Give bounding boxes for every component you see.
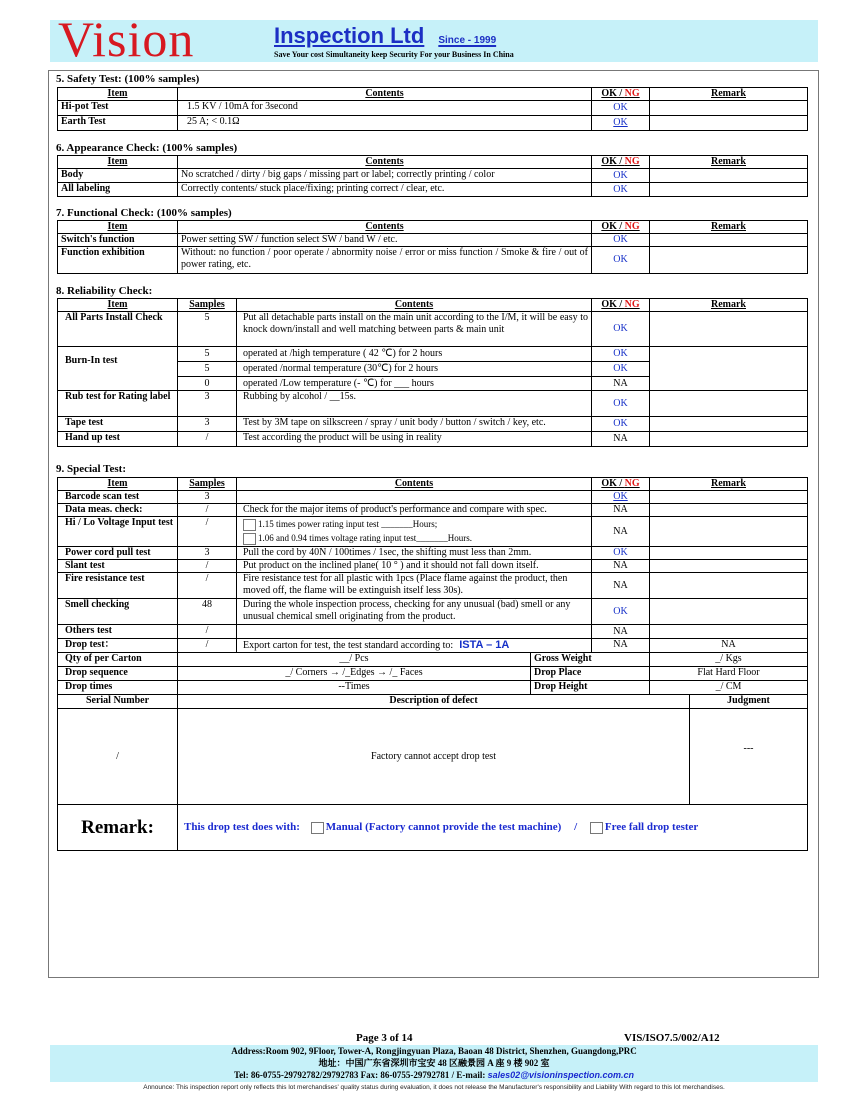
contents-cell [237,625,592,639]
col-ok-ng: OK / NG [592,156,650,169]
drop-sequence-value: _/ Corners → /_Edges → /_ Faces [178,667,531,681]
company-name: Inspection Ltd Since - 1999 [274,23,497,48]
serial-number-header: Serial Number [58,695,178,709]
remark-cell [650,247,808,274]
remark-cell: NA [650,639,808,653]
col-item: Item [58,88,178,101]
item-cell: All Parts Install Check [58,312,178,347]
samples-cell: 5 [178,362,237,377]
result-cell: OK [592,234,650,247]
drop-times-value: --Times [178,681,531,695]
defect-description-header: Description of defect [178,695,690,709]
remark-cell [650,560,808,573]
remark-cell [650,573,808,599]
footer-address: Address:Room 902, 9Floor, Tower-A, Rongjingyuan Plaza, Baoan 48 District, Shenzhen, Guangdong,PRC [231,1046,637,1056]
email-link[interactable]: sales02@visioninspection.com.cn [487,1070,634,1080]
remark-cell [650,312,808,347]
remark-cell [650,417,808,432]
col-samples: Samples [178,299,237,312]
col-ok-ng: OK / NG [592,221,650,234]
ista-standard: ISTA – 1A [459,639,510,651]
functional-check-table [57,220,808,274]
checkbox-icon[interactable] [243,533,256,545]
drop-times-label: Drop times [58,681,178,695]
contents-cell: During the whole inspection process, checking for any unusual (bad) smell or any unusual chemical smell originating from the product. [237,599,592,625]
samples-cell: / [178,573,237,599]
gross-weight-label: Gross Weight [531,653,650,667]
result-cell: NA [592,625,650,639]
item-cell: Burn-In test [58,347,178,391]
samples-cell: / [178,517,237,547]
contents-cell: Correctly contents/ stuck place/fixing; printing correct / clear, etc. [178,183,592,197]
remark-cell [650,547,808,560]
col-contents: Contents [178,221,592,234]
result-cell: OK [592,116,650,131]
item-cell: Barcode scan test [58,491,178,504]
contents-cell: No scratched / dirty / big gaps / missing part or label; correctly printing / color [178,169,592,183]
drop-height-label: Drop Height [531,681,650,695]
section-title-functional: 7. Functional Check: (100% samples) [56,207,232,219]
section-title-appearance: 6. Appearance Check: (100% samples) [56,142,238,154]
samples-cell: 48 [178,599,237,625]
manual-checkbox-icon[interactable] [311,822,324,834]
defect-description-value: Factory cannot accept drop test [178,709,690,805]
gross-weight-value: _/ Kgs [650,653,808,667]
contents-cell: Put all detachable parts install on the main unit according to the I/M, it will be easy to knock down/install and well matching between parts & main unit [237,312,592,347]
result-cell: OK [592,547,650,560]
result-cell: OK [592,491,650,504]
item-cell: Hi / Lo Voltage Input test [58,517,178,547]
col-item: Item [58,478,178,491]
col-ok-ng: OK / NG [592,299,650,312]
contents-cell: Check for the major items of product's performance and compare with spec. [237,504,592,517]
result-cell: OK [592,391,650,417]
col-contents: Contents [178,156,592,169]
result-cell: OK [592,169,650,183]
contents-cell: Fire resistance test for all plastic with 1pcs (Place flame against the product, then moved off, the flame will be extinguish itself less 30s). [237,573,592,599]
col-remark: Remark [650,156,808,169]
item-cell: Hi-pot Test [58,101,178,116]
contents-cell: 1.15 times power rating input test _______Hours; 1.06 and 0.94 times voltage rating input test_______Hours. [237,517,592,547]
announcement: Announce: This inspection report only reflects this lot merchandises' quality status during evaluation, it does not release the Manufacturer's responsibility and Liability With regard to this lot merchandises. [143,1084,725,1091]
section-title-safety: 5. Safety Test: (100% samples) [56,73,200,85]
samples-cell: 3 [178,391,237,417]
result-cell: OK [592,599,650,625]
remark-cell [650,101,808,116]
item-cell: Slant test [58,560,178,573]
contents-cell: Export carton for test, the test standard according to: ISTA – 1A [237,639,592,653]
item-cell: Smell checking [58,599,178,625]
drop-height-value: _/ CM [650,681,808,695]
since-label: Since - 1999 [438,35,497,46]
result-cell: OK [592,101,650,116]
remark-cell [650,169,808,183]
contents-cell: 1.5 KV / 10mA for 3second [178,101,592,116]
samples-cell: / [178,560,237,573]
result-cell: NA [592,377,650,391]
col-contents: Contents [178,88,592,101]
special-test-table [57,477,808,851]
item-cell: All labeling [58,183,178,197]
contents-cell: 25 A; < 0.1Ω [178,116,592,131]
contents-cell: operated at /high temperature ( 42 ℃) for 2 hours [237,347,592,362]
result-cell: NA [592,504,650,517]
result-cell: OK [592,183,650,197]
page-number: Page 3 of 14 [356,1032,413,1044]
result-cell: NA [592,517,650,547]
contents-cell: operated /Low temperature (- ℃) for ___ hours [237,377,592,391]
col-ok-ng: OK / NG [592,478,650,491]
footer-address-cn: 地址：中国广东省深圳市宝安 48 区融景园 A 座 9 楼 902 室 [318,1058,550,1068]
item-cell: Body [58,169,178,183]
contents-cell: Pull the cord by 40N / 100times / 1sec, the shifting must less than 2mm. [237,547,592,560]
section-title-reliability: 8. Reliability Check: [56,285,153,297]
samples-cell: 3 [178,491,237,504]
result-cell: NA [592,432,650,447]
col-contents: Contents [237,478,592,491]
report-header [50,11,818,67]
col-remark: Remark [650,478,808,491]
drop-place-value: Flat Hard Floor [650,667,808,681]
safety-test-table [57,87,808,131]
contents-cell: Test by 3M tape on silkscreen / spray / unit body / button / switch / key, etc. [237,417,592,432]
qty-value: __/ Pcs [178,653,531,667]
result-cell: OK [592,312,650,347]
contents-cell: Power setting SW / function select SW / band W / etc. [178,234,592,247]
remark-cell [650,504,808,517]
judgment-header: Judgment [690,695,808,709]
col-ok-ng: OK / NG [592,88,650,101]
item-cell: Others test [58,625,178,639]
col-samples: Samples [178,478,237,491]
reliability-check-table [57,298,808,447]
company-slogan: Save Your cost Simultaneity keep Security For your Business In China [274,50,514,59]
col-remark: Remark [650,221,808,234]
samples-cell: 5 [178,347,237,362]
samples-cell: / [178,625,237,639]
result-cell: OK [592,417,650,432]
col-remark: Remark [650,299,808,312]
footer-contact [50,1045,818,1082]
manual-option-label: Manual (Factory cannot provide the test machine) [325,821,562,834]
remark-cell [650,116,808,131]
item-cell: Drop test： [58,639,178,653]
samples-cell: 3 [178,547,237,560]
samples-cell: 0 [178,377,237,391]
col-item: Item [58,156,178,169]
samples-cell: 5 [178,312,237,347]
contents-cell: Without: no function / poor operate / abnormity noise / error or miss function / Smoke & fire / out of power rating, etc. [178,247,592,274]
item-cell: Fire resistance test [58,573,178,599]
item-cell: Earth Test [58,116,178,131]
result-cell: NA [592,639,650,653]
result-cell: OK [592,247,650,274]
result-cell: NA [592,573,650,599]
qty-label: Qty of per Carton [58,653,178,667]
remark-cell [650,432,808,447]
drop-place-label: Drop Place [531,667,650,681]
result-cell: OK [592,347,650,362]
free-fall-checkbox-icon[interactable] [590,822,603,834]
remark-cell [650,625,808,639]
remark-content: This drop test does with: Manual (Factory cannot provide the test machine) / Free fall drop tester [178,805,808,851]
remark-label: Remark: [58,805,178,851]
item-cell: Switch's function [58,234,178,247]
result-cell: OK [592,362,650,377]
item-cell: Data meas. check: [58,504,178,517]
remark-cell [650,491,808,504]
remark-cell [650,183,808,197]
remark-cell [650,234,808,247]
drop-sequence-label: Drop sequence [58,667,178,681]
footer-tel-fax: Tel: 86-0755-29792782/29792783 Fax: 86-0755-29792781 / E-mail: sales02@visioninspection.com.cn [234,1070,634,1080]
appearance-check-table [57,155,808,197]
item-cell: Power cord pull test [58,547,178,560]
contents-cell: Rubbing by alcohol / __15s. [237,391,592,417]
remark-cell [650,517,808,547]
serial-number-value: / [58,709,178,805]
result-cell: NA [592,560,650,573]
remark-cell [650,347,808,391]
contents-cell: Test according the product will be using in reality [237,432,592,447]
samples-cell: / [178,432,237,447]
remark-cell [650,391,808,417]
col-remark: Remark [650,88,808,101]
company-logo: Vision [58,11,195,67]
item-cell: Rub test for Rating label [58,391,178,417]
contents-cell: operated /normal temperature (30℃) for 2 hours [237,362,592,377]
document-code: VIS/ISO7.5/002/A12 [624,1032,720,1044]
judgment-value: --- [690,709,808,805]
col-item: Item [58,299,178,312]
col-contents: Contents [237,299,592,312]
contents-cell: Put product on the inclined plane( 10 ° ) and it should not fall down itself. [237,560,592,573]
free-fall-option-label: Free fall drop tester [604,821,699,834]
samples-cell: / [178,504,237,517]
section-title-special: 9. Special Test: [56,463,126,475]
item-cell: Tape test [58,417,178,432]
item-cell: Function exhibition [58,247,178,274]
remark-cell [650,599,808,625]
samples-cell: 3 [178,417,237,432]
samples-cell: / [178,639,237,653]
col-item: Item [58,221,178,234]
contents-cell [237,491,592,504]
item-cell: Hand up test [58,432,178,447]
checkbox-icon[interactable] [243,519,256,531]
